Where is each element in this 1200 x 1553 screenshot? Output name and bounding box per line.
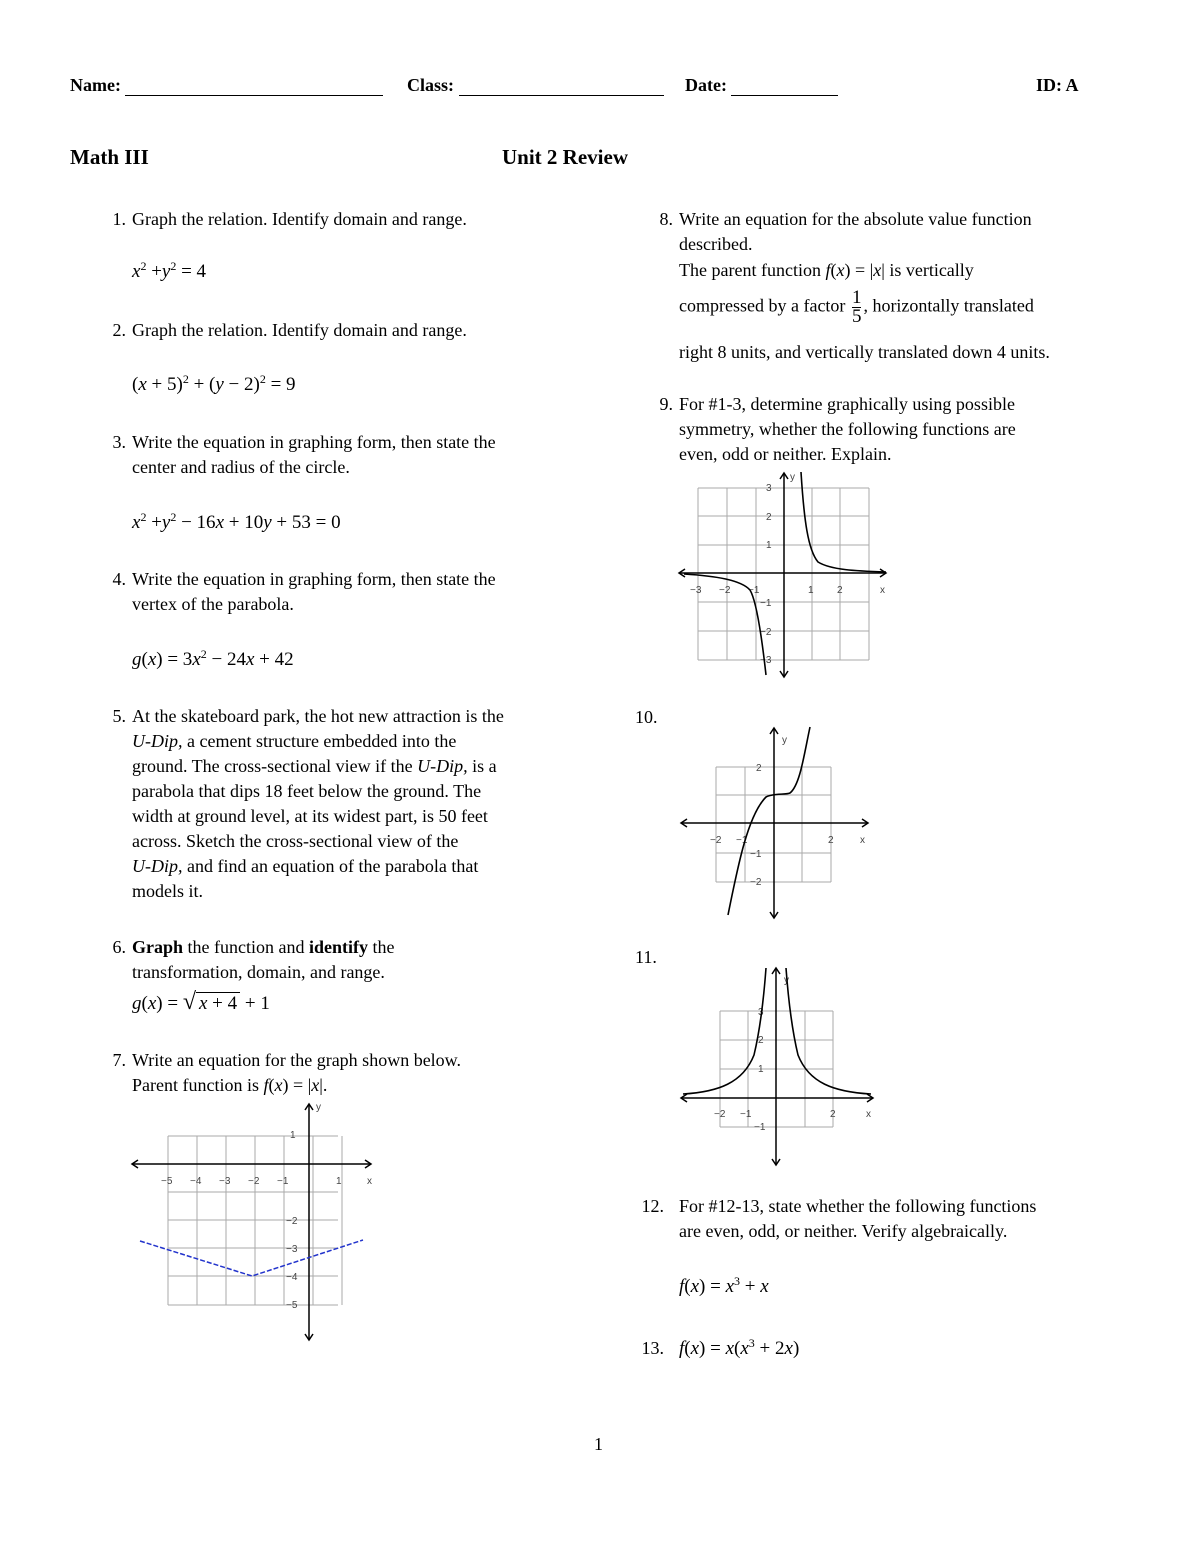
svg-text:y: y <box>784 975 789 986</box>
question-text-line: At the skateboard park, the hot new attraction is the <box>132 706 504 726</box>
class-label: Class: <box>407 75 455 95</box>
svg-text:−5: −5 <box>286 1300 298 1311</box>
question-text-line: parabola that dips 18 feet below the ground. The <box>132 781 482 801</box>
question-11 <box>635 945 657 971</box>
equation: $g(x) = 3x^2 - 24x + 42$ <box>132 647 294 670</box>
question-text-line: models it. <box>132 881 203 901</box>
svg-text:−2: −2 <box>286 1216 298 1227</box>
question-text-line: vertex of the parabola. <box>132 594 294 614</box>
question-text-line: transformation, domain, and range. <box>132 962 385 982</box>
class-field <box>407 75 664 96</box>
svg-text:−4: −4 <box>190 1176 202 1187</box>
svg-text:x: x <box>367 1176 372 1187</box>
question-number: 9. <box>659 394 673 414</box>
svg-text:−2: −2 <box>760 627 772 638</box>
udip-term: U-Dip, <box>417 756 468 776</box>
question-text-line: Write the equation in graphing form, then state the <box>132 432 496 452</box>
svg-text:−1: −1 <box>740 1109 752 1120</box>
question-text-line: Parent function is f(x) = |x|. <box>132 1075 328 1095</box>
curve <box>728 727 810 915</box>
question-text-line: right 8 units, and vertically translated down 4 units. <box>679 342 1050 362</box>
question-number: 13. <box>641 1338 664 1358</box>
equation: $x^2 +y^2 - 16x + 10y + 53 = 0$ <box>132 510 341 533</box>
question-text-line: For #1-3, determine graphically using possible <box>679 394 1015 414</box>
question-text: Graph the relation. Identify domain and range. <box>132 320 467 340</box>
grid <box>168 1136 342 1305</box>
name-field <box>70 75 383 96</box>
graph-q11 <box>678 965 878 1170</box>
name-label: Name: <box>70 75 121 95</box>
svg-text:−1: −1 <box>277 1176 289 1187</box>
svg-text:y: y <box>790 472 795 483</box>
question-number: 12. <box>641 1196 664 1216</box>
svg-text:−1: −1 <box>748 585 760 596</box>
svg-text:3: 3 <box>758 1007 764 1018</box>
svg-text:1: 1 <box>766 540 772 551</box>
svg-text:−3: −3 <box>219 1176 231 1187</box>
unit-title: Unit 2 Review <box>502 145 628 169</box>
question-number: 4. <box>112 569 126 589</box>
question-number: 2. <box>112 320 126 340</box>
graph-q9 <box>676 470 896 680</box>
svg-text:−3: −3 <box>690 585 702 596</box>
question-text-line: across. Sketch the cross-sectional view of the <box>132 831 459 851</box>
svg-text:2: 2 <box>766 512 772 523</box>
equation: $f(x) = x(x^3 + 2x)$ <box>679 1336 800 1359</box>
svg-text:−3: −3 <box>760 655 772 666</box>
course-title: Math III <box>70 145 149 169</box>
equation: $x^2 +y^2 = 4$ <box>132 259 207 282</box>
question-number: 8. <box>659 209 673 229</box>
question-text-line: compressed by a factor $\frac{1}{5}$ , horizontally translated <box>679 287 1034 327</box>
id-label: ID: <box>1036 75 1062 95</box>
udip-term: U-Dip, <box>132 731 183 751</box>
svg-text:2: 2 <box>837 585 843 596</box>
fraction: $\frac{1}{5}$ <box>851 287 862 327</box>
question-text-line: Write an equation for the graph shown below. <box>132 1050 462 1070</box>
equation: $(x + 5)^2 + (y - 2)^2 = 9$ <box>132 372 296 395</box>
udip-term: U-Dip, <box>132 856 183 876</box>
question-10 <box>635 705 658 731</box>
svg-text:−2: −2 <box>714 1109 726 1120</box>
name-blank[interactable] <box>125 77 383 96</box>
svg-text:−4: −4 <box>286 1272 298 1283</box>
question-text-line: center and radius of the circle. <box>132 457 350 477</box>
date-blank[interactable] <box>731 77 838 96</box>
svg-text:−3: −3 <box>286 1244 298 1255</box>
svg-text:−1: −1 <box>750 849 762 860</box>
graph-q10 <box>678 725 878 925</box>
date-field <box>685 75 838 96</box>
svg-text:−1: −1 <box>736 835 748 846</box>
question-text-line: For #12-13, state whether the following functions <box>679 1196 1037 1216</box>
question-text-line: Write an equation for the absolute value function <box>679 209 1032 229</box>
question-text-line: ground. The cross-sectional view if the U-Dip, is a <box>132 756 497 776</box>
equation: $f(x) = x^3 + x$ <box>679 1274 769 1297</box>
page-number: 1 <box>594 1434 603 1454</box>
svg-text:−1: −1 <box>760 598 772 609</box>
svg-text:x: x <box>880 585 885 596</box>
question-text-line: U-Dip, a cement structure embedded into the <box>132 731 457 751</box>
question-text-line: even, odd or neither. Explain. <box>679 444 892 464</box>
svg-text:−2: −2 <box>750 877 762 888</box>
question-text-line: The parent function f(x) = |x| is vertically <box>679 260 974 280</box>
question-text-line: U-Dip, and find an equation of the parabola that <box>132 856 479 876</box>
svg-text:3: 3 <box>766 483 772 494</box>
svg-text:−1: −1 <box>754 1122 766 1133</box>
svg-text:1: 1 <box>336 1176 342 1187</box>
question-number: 11. <box>635 947 657 967</box>
question-number: 6. <box>112 937 126 957</box>
v-shaped-line <box>140 1240 363 1276</box>
question-text-line: are even, odd, or neither. Verify algebraically. <box>679 1221 1008 1241</box>
svg-text:x: x <box>860 835 865 846</box>
question-text-line: Graph the function and identify the <box>132 937 395 957</box>
svg-text:2: 2 <box>828 835 834 846</box>
question-number: 10. <box>635 707 658 727</box>
question-number: 7. <box>112 1050 126 1070</box>
svg-text:2: 2 <box>756 763 762 774</box>
svg-text:−2: −2 <box>710 835 722 846</box>
id-field <box>1036 75 1079 96</box>
svg-text:−2: −2 <box>248 1176 260 1187</box>
question-number: 3. <box>112 432 126 452</box>
question-number: 5. <box>112 706 126 726</box>
question-text: Graph the relation. Identify domain and range. <box>132 209 467 229</box>
svg-text:y: y <box>316 1102 321 1113</box>
svg-text:1: 1 <box>808 585 814 596</box>
equation: g(x) = √ x + 4 + 1 <box>132 989 270 1015</box>
question-text-line: symmetry, whether the following functions are <box>679 419 1016 439</box>
curve <box>683 968 871 1094</box>
svg-text:1: 1 <box>758 1064 764 1075</box>
svg-text:1: 1 <box>290 1130 296 1141</box>
svg-text:2: 2 <box>758 1035 764 1046</box>
absolute-value-graph <box>128 1100 378 1345</box>
question-text-line: Write the equation in graphing form, then state the <box>132 569 496 589</box>
question-number: 1. <box>112 209 126 229</box>
tick-labels <box>161 1102 372 1311</box>
date-label: Date: <box>685 75 727 95</box>
svg-text:x: x <box>866 1109 871 1120</box>
svg-text:y: y <box>782 735 787 746</box>
svg-text:2: 2 <box>830 1109 836 1120</box>
svg-text:−5: −5 <box>161 1176 173 1187</box>
id-value: A <box>1065 75 1079 95</box>
class-blank[interactable] <box>459 77 664 96</box>
question-text-line: width at ground level, at its widest part, is 50 feet <box>132 806 488 826</box>
svg-text:−2: −2 <box>719 585 731 596</box>
question-text-line: described. <box>679 234 753 254</box>
